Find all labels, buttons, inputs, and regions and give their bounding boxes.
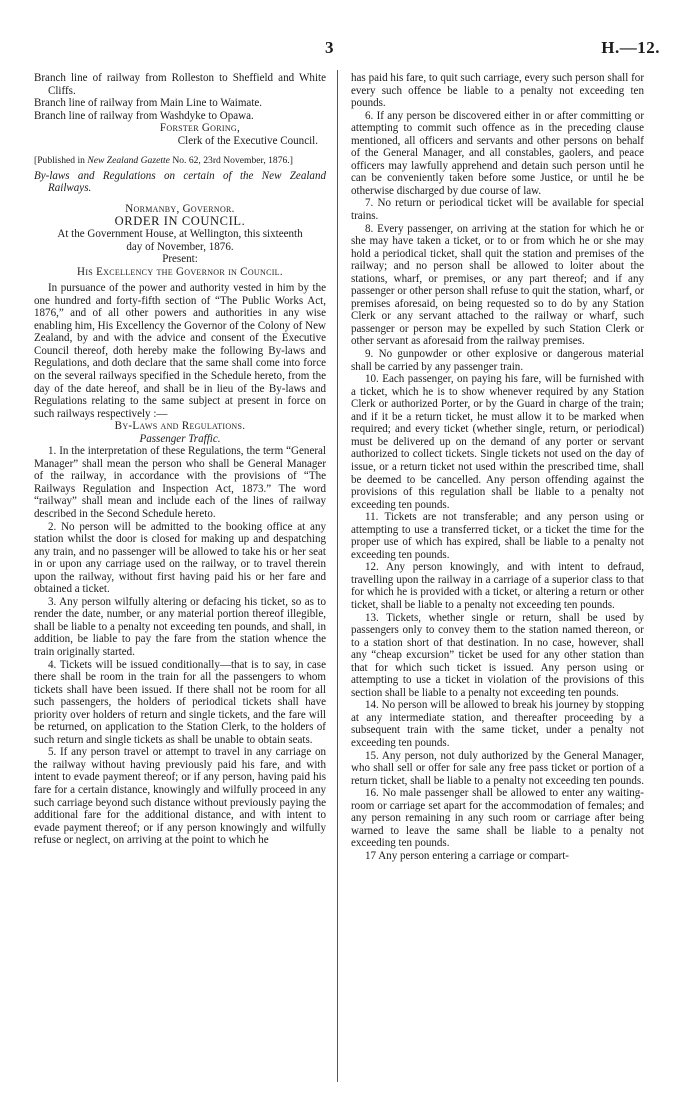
sub-heading: Passenger Traffic. — [139, 432, 221, 445]
published-note-gazette: New Zealand Gazette — [87, 155, 170, 167]
column-divider — [337, 70, 338, 1082]
governor-line: Normanby, Governor. — [125, 202, 235, 215]
clause-5-continuation: has paid his fare, to quit such carriage, every such person shall for every such offence be liable to a penalty not exceeding ten pounds. — [351, 72, 644, 110]
railway-line-3: Branch line of railway from Washdyke to Opawa. — [34, 109, 254, 122]
right-column — [351, 72, 644, 862]
clause-15: 15. Any person, not duly authorized by the General Manager, who shall sell or offer for sale any free pass ticket or portion of a return ticket, shall be liable to a penalty not exceeding ten pounds. — [351, 749, 644, 787]
published-note-prefix: [Published in — [34, 155, 88, 167]
clause-9: 9. No gunpowder or other explosive or dangerous material shall be carried by any passenger train. — [351, 348, 644, 373]
published-note — [34, 155, 326, 167]
railway-line-1: Branch line of railway from Rolleston to Sheffield and White Cliffs. — [34, 72, 326, 97]
signatory-name: Forster Goring, — [159, 122, 241, 135]
bylaws-title: By-laws and Regulations on certain of the New Zealand Railways. — [34, 169, 326, 195]
page-number: 3 — [325, 38, 334, 57]
clause-7: 7. No return or periodical ticket will be available for special trains. — [351, 197, 644, 223]
published-note-suffix: No. 62, 23rd November, 1876.] — [169, 155, 293, 167]
clause-3: 3. Any person wilfully altering or defacing his ticket, so as to render the date, number, or any material portion thereof illegible, shall be liable to a penalty not exceeding ten pounds, and shall, in addition, be liable to pay the fare from the station whence the train originally started. — [34, 595, 326, 659]
clause-1: 1. In the interpretation of these Regulations, the term “General Manager” shall mean the person who shall be General Manager of the railway, in accordance with the provisions of “The Railways Regulation and Inspection Act, 1873.” The word “railway” shall mean and include each of the lines of railway described in the Second Schedule hereto. — [34, 445, 326, 520]
section-heading: By-Laws and Regulations. — [114, 420, 246, 433]
council-line: His Excellency the Governor in Council. — [77, 265, 283, 278]
left-column — [34, 72, 326, 847]
clause-16: 16. No male passenger shall be allowed to enter any waiting-room or carriage set apart for the accommodation of females; and any person remaining in any such room or carriage after being warned to leave the same shall be liable to a penalty not exceeding ten pounds. — [351, 787, 644, 850]
signatory-title: Clerk of the Executive Council. — [177, 134, 318, 147]
clause-10: 10. Each passenger, on paying his fare, will be furnished with a ticket, which he is to show whenever required by any Station Clerk or authorized Porter, or by the Guard in charge of the train; and if it be a return ticket, he must allow it to be marked when required; and every ticket (whether single, return, or periodical) must be delivered up on the demand of any porter or servant authorized to collect tickets. Single tickets not used on the day of issue, or a return ticket not used within the prescribed time, shall be deemed to be cancelled. Any person offending against the provisions of this regulation shall be liable to a penalty not exceeding ten pounds. — [351, 373, 644, 511]
railway-line-2: Branch line of railway from Main Line to Waimate. — [34, 97, 263, 110]
clause-8: 8. Every passenger, on arriving at the station for which he or she may have taken a ticket, or to or from which he or she may hold a periodical ticket, shall quit the station and premises of the railway; and no person shall be allowed to loiter about the stations, wharf, or premises, or any part thereof; and if any passenger or other person shall refuse to quit the station, wharf, or premises aforesaid, on being requested so to do by any Station Clerk or any servant attached to the railway or wharf, such passenger or person may be expelled by such Station Clerk or other servant as aforesaid from the railway premises. — [351, 222, 644, 348]
clause-2: 2. No person will be admitted to the booking office at any station whilst the door is closed for making up and despatching any train, and no passenger will be allowed to take his or her seat in or upon any carriage used on the railway, or to travel therein upon the railway, without first having paid his or her fare and obtained a ticket. — [34, 520, 326, 596]
clause-6: 6. If any person be discovered either in or after committing or attempting to commit such offence as in the preceding clause mentioned, all officers and servants and other persons on behalf of the General Manager, and all constables, gaolers, and peace officers may lawfully apprehend and detain such person until he can be conveniently taken before some Justice, or until he be otherwise discharged by due course of law. — [351, 109, 644, 197]
clause-4: 4. Tickets will be issued conditionally—that is to say, in case there shall be room in the train for all the passengers to whom tickets shall have been issued. If there shall not be room for all such passengers, the holders of periodical tickets shall have priority over holders of return and single tickets, and the fare will be returned, on application to the Station Clerk, to the holders of such return and single tickets as shall be unable to obtain seats. — [34, 658, 326, 746]
preamble: In pursuance of the power and authority vested in him by the one hundred and forty-fifth section of “The Public Works Act, 1876,” and of all other powers and authorities in any wise enabling him, His Excellency the Governor of the Colony of New Zealand, by and with the advice and consent of the Executive Council thereof, doth hereby make the following By-laws and Regulations, and doth declare that the same shall come into force on the several railways specified in the Schedule hereto, from the day of the date hereof, and shall be in lieu of the By-laws and Regulations relating to the same subject at present in force on such railways respectively :— — [34, 282, 326, 420]
location-date: At the Government House, at Wellington, this sixteenth day of November, 1876. — [57, 227, 303, 253]
clause-5: 5. If any person travel or attempt to travel in any carriage on the railway without having previously paid his fare, and with intent to evade payment thereof; or if any person, having paid his fare for a certain distance, knowingly and wilfully proceed in any such carriage beyond such distance without previously paying the additional fare for the additional distance, and with intent to evade payment thereof; or if any person knowingly and wilfully refuse or neglect, on arriving at the point to which he — [34, 746, 326, 847]
clause-17: 17 Any person entering a carriage or compart- — [365, 849, 569, 862]
order-title: ORDER IN COUNCIL. — [114, 214, 246, 229]
clause-14: 14. No person will be allowed to break his journey by stopping at any intermediate station, and thereafter proceeding by a subsequent train with the same ticket, under a penalty not exceeding ten pounds. — [351, 699, 644, 749]
clause-12: 12. Any person knowingly, and with intent to defraud, travelling upon the railway in a carriage of a superior class to that for which he is provided with a ticket, or altering a return or other ticket, shall be liable to a penalty not exceeding ten pounds. — [351, 561, 644, 611]
document-reference: H.—12. — [601, 38, 660, 57]
clause-13: 13. Tickets, whether single or return, shall be used by passengers only to convey them to the station named thereon, or to a station short of that destination. In no case, however, shall any “cheap excursion” ticket be used for any other station than that for which such ticket is issued. Any person using or attempting to use a ticket in violation of the provisions of this section shall be liable to a penalty not exceeding ten pounds. — [351, 611, 644, 699]
present-label: Present: — [162, 253, 198, 266]
clause-11: 11. Tickets are not transferable; and any person using or attempting to use a transferred ticket, or a ticket the time for the proper use of which has expired, shall be liable to a penalty not exceeding ten pounds. — [351, 511, 644, 561]
